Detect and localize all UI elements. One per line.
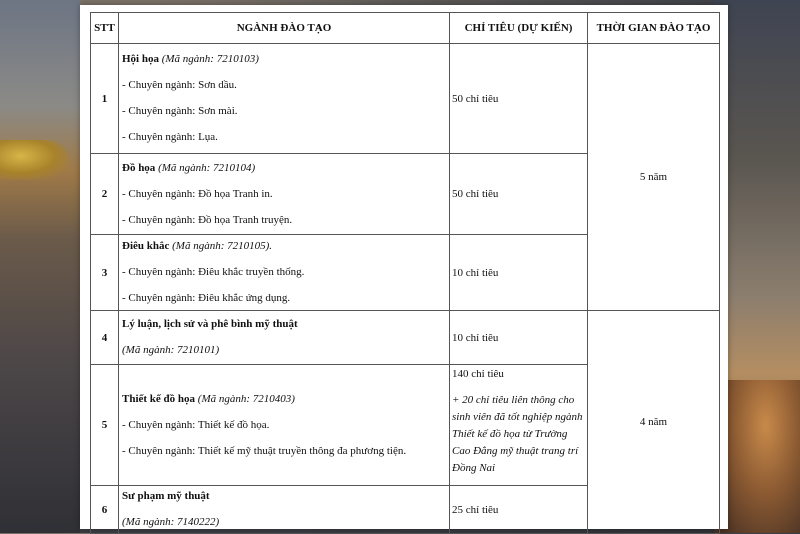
major-name: Lý luận, lịch sử và phê bình mỹ thuật	[122, 318, 298, 330]
duration-group-b: 4 năm	[588, 311, 720, 534]
row-stt: 3	[91, 235, 119, 311]
row-stt: 6	[91, 486, 119, 534]
header-stt: STT	[91, 13, 119, 44]
row-stt: 1	[91, 44, 119, 154]
specialization: - Chuyên ngành: Thiết kế mỹ thuật truyền thông đa phương tiện.	[122, 444, 407, 457]
major-name: Đồ họa	[122, 161, 156, 174]
specialization: - Chuyên ngành: Điêu khắc ứng dụng.	[122, 292, 291, 304]
major-name: Hội họa	[122, 53, 159, 65]
row-quota	[450, 365, 588, 486]
specialization: - Chuyên ngành: Điêu khắc truyền thống.	[122, 266, 305, 278]
background-paint	[0, 140, 70, 180]
header-row	[91, 13, 720, 44]
quota-note: + 20 chỉ tiêu liên thông cho sinh viên đã tốt nghiệp ngành Thiết kế đồ họa từ Trường Cao Đẳng mỹ thuật trang trí Đồng Nai	[452, 394, 583, 474]
specialization: - Chuyên ngành: Sơn mài.	[122, 105, 238, 117]
specialization: - Chuyên ngành: Thiết kế đồ họa.	[122, 418, 270, 431]
admissions-table	[90, 12, 720, 534]
major-code: (Mã ngành: 7210103)	[161, 53, 259, 65]
background-left	[0, 0, 80, 533]
header-quota: CHỈ TIÊU (DỰ KIẾN)	[450, 13, 588, 44]
row-major	[119, 44, 450, 154]
row-major	[119, 311, 450, 365]
major-code: (Mã ngành: 7210101)	[122, 344, 220, 356]
specialization: - Chuyên ngành: Lụa.	[122, 131, 218, 143]
row-quota: 25 chỉ tiêu	[450, 486, 588, 534]
row-quota: 50 chỉ tiêu	[450, 154, 588, 235]
specialization: - Chuyên ngành: Đồ họa Tranh in.	[122, 187, 273, 200]
major-name: Điêu khắc	[122, 240, 170, 252]
major-code: (Mã ngành: 7210403)	[197, 392, 295, 405]
table-row	[91, 44, 720, 154]
specialization: - Chuyên ngành: Đồ họa Tranh truyện.	[122, 213, 293, 226]
header-duration: THỜI GIAN ĐÀO TẠO	[588, 13, 720, 44]
row-major	[119, 365, 450, 486]
row-quota: 10 chỉ tiêu	[450, 235, 588, 311]
major-code: (Mã ngành: 7210105).	[172, 240, 273, 252]
major-code: (Mã ngành: 7140222)	[122, 516, 220, 528]
table-row	[91, 311, 720, 365]
row-major	[119, 235, 450, 311]
duration-group-a: 5 năm	[588, 44, 720, 311]
row-major	[119, 154, 450, 235]
quota-value: 140 chỉ tiêu	[452, 368, 504, 380]
row-major	[119, 486, 450, 534]
major-name: Sư phạm mỹ thuật	[122, 490, 210, 502]
row-stt: 4	[91, 311, 119, 365]
specialization: - Chuyên ngành: Sơn dầu.	[122, 79, 237, 91]
major-name: Thiết kế đồ họa	[122, 392, 196, 405]
row-quota: 50 chỉ tiêu	[450, 44, 588, 154]
header-major: NGÀNH ĐÀO TẠO	[119, 13, 450, 44]
row-stt: 5	[91, 365, 119, 486]
row-quota: 10 chỉ tiêu	[450, 311, 588, 365]
major-code: (Mã ngành: 7210104)	[158, 161, 256, 174]
row-stt: 2	[91, 154, 119, 235]
document-sheet	[80, 5, 728, 529]
